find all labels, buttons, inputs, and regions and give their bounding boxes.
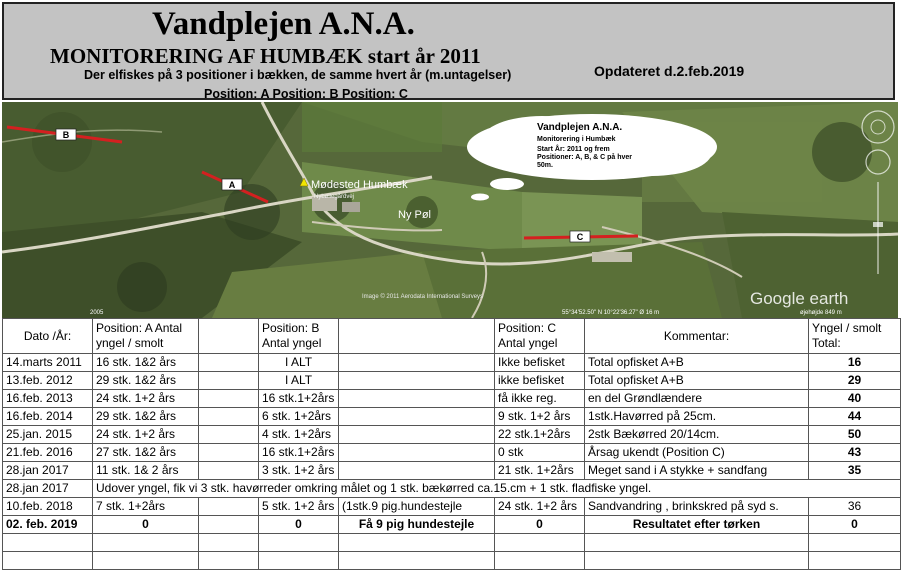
cell-spacer-a <box>199 372 259 390</box>
header-panel <box>2 2 895 100</box>
cell-position-b-extra <box>339 462 495 480</box>
callout-line2: Positioner: A, B, & C på hver <box>537 154 633 161</box>
table-row <box>3 390 901 408</box>
cell-position-b: 0 <box>259 516 339 534</box>
table-row <box>3 462 901 480</box>
callout-line3: 50m. <box>537 162 553 169</box>
cell-spacer-a <box>199 426 259 444</box>
cell-position-b: 16 stk.1+2års <box>259 444 339 462</box>
updated-date: Opdateret d.2.feb.2019 <box>594 63 745 79</box>
table-row <box>3 372 901 390</box>
cell-total: 0 <box>809 516 901 534</box>
cell-position-b-extra <box>339 354 495 372</box>
cell-position-b-extra: (1stk.9 pig.hundestejle <box>339 498 495 516</box>
cell-position-c: Ikke befisket <box>495 354 585 372</box>
callout-subtitle: Monitorering i Humbæk <box>537 136 616 143</box>
cell-position-b: 3 stk. 1+2 års <box>259 462 339 480</box>
cell-comment: en del Grøndlændere <box>585 390 809 408</box>
table-row <box>3 408 901 426</box>
cell-comment: Resultatet efter tørken <box>585 516 809 534</box>
road-label: Nybøllegårdvej <box>314 194 355 200</box>
google-earth-logo: Google earth <box>750 289 849 308</box>
cell-position-c: ikke befisket <box>495 372 585 390</box>
header-spacer-a <box>199 319 259 354</box>
cell-position-c: 0 <box>495 516 585 534</box>
cell-position-b-extra <box>339 372 495 390</box>
cell-comment: Meget sand i A stykke + sandfang <box>585 462 809 480</box>
meeting-point-label: Mødested Humbæk <box>311 179 408 191</box>
cell-spacer-a <box>199 444 259 462</box>
cell-position-c: 24 stk. 1+2 års <box>495 498 585 516</box>
cell-spacer-a <box>199 516 259 534</box>
callout-line1: Start År: 2011 og frem <box>537 146 610 153</box>
map-coordinates: 55°34'52.50" N 10°22'36.27" Ø 16 m <box>562 310 660 316</box>
cell-total: 40 <box>809 390 901 408</box>
page-title: Vandplejen A.N.A. <box>152 6 415 42</box>
cell-position-a: 7 stk. 1+2års <box>93 498 199 516</box>
cell-position-b-extra <box>339 426 495 444</box>
marker-label-c: C <box>576 232 584 242</box>
header-spacer-b <box>339 319 495 354</box>
cell-date: 28.jan 2017 <box>3 462 93 480</box>
cell-position-b: 5 stk. 1+2 års <box>259 498 339 516</box>
positions-line: Position: A Position: B Position: C <box>204 87 408 101</box>
cell-position-b-extra <box>339 408 495 426</box>
cell-position-a: 27 stk. 1&2 års <box>93 444 199 462</box>
note-row <box>3 480 901 498</box>
cell-position-b: 16 stk.1+2års <box>259 390 339 408</box>
table-row <box>3 444 901 462</box>
map-year-label: 2005 <box>90 310 104 316</box>
table-row <box>3 354 901 372</box>
cell-spacer-a <box>199 408 259 426</box>
cell-position-a: 24 stk. 1+2 års <box>93 390 199 408</box>
cell-comment: Årsag ukendt (Position C) <box>585 444 809 462</box>
cell-total: 50 <box>809 426 901 444</box>
map-eye-altitude: øjehøjde 849 m <box>800 310 842 316</box>
cell-position-b: 6 stk. 1+2års <box>259 408 339 426</box>
pond-label: Ny Pøl <box>398 209 431 221</box>
satellite-map <box>2 102 898 318</box>
table-header-row <box>3 319 901 354</box>
cell-date: 16.feb. 2014 <box>3 408 93 426</box>
cell-position-b-extra <box>339 390 495 408</box>
cell-position-b: I ALT <box>259 354 339 372</box>
cell-position-a: 24 stk. 1+2 års <box>93 426 199 444</box>
cell-comment: Sandvandring , brinkskred på syd s. <box>585 498 809 516</box>
cell-date: 14.marts 2011 <box>3 354 93 372</box>
cell-position-b-extra: Få 9 pig hundestejle <box>339 516 495 534</box>
cell-comment: 2stk Bækørred 20/14cm. <box>585 426 809 444</box>
cell-spacer-a <box>199 390 259 408</box>
marker-label-a: A <box>228 180 236 190</box>
header-total: Yngel / smolt Total: <box>809 319 901 354</box>
cell-date: 21.feb. 2016 <box>3 444 93 462</box>
cell-spacer-a <box>199 498 259 516</box>
callout-title: Vandplejen A.N.A. <box>537 122 623 133</box>
cell-date: 16.feb. 2013 <box>3 390 93 408</box>
cell-date: 10.feb. 2018 <box>3 498 93 516</box>
table-row-2019 <box>3 516 901 534</box>
empty-row <box>3 534 901 552</box>
header-position-c: Position: C Antal yngel <box>495 319 585 354</box>
cell-total: 36 <box>809 498 901 516</box>
cell-position-c: 0 stk <box>495 444 585 462</box>
cell-position-c: 21 stk. 1+2års <box>495 462 585 480</box>
cell-comment: 1stk.Havørred på 25cm. <box>585 408 809 426</box>
cell-comment: Total opfisket A+B <box>585 354 809 372</box>
marker-label-b: B <box>62 130 70 140</box>
cell-total: 43 <box>809 444 901 462</box>
cell-position-c: 9 stk. 1+2 års <box>495 408 585 426</box>
cell-total: 44 <box>809 408 901 426</box>
header-date: Dato /År: <box>3 319 93 354</box>
cell-position-b: I ALT <box>259 372 339 390</box>
cell-comment: Total opfisket A+B <box>585 372 809 390</box>
table-body <box>3 354 901 480</box>
cell-total: 29 <box>809 372 901 390</box>
map-copyright: Image © 2011 Aerodata International Surveys <box>362 294 484 300</box>
page-description: Der elfiskes på 3 positioner i bækken, de samme hvert år (m.untagelser) <box>84 68 512 82</box>
header-position-a: Position: A Antal yngel / smolt <box>93 319 199 354</box>
note-text: Udover yngel, fik vi 3 stk. havørreder omkring målet og 1 stk. bækørred ca.15.cm + 1 stk. fladfiske yngel. <box>93 480 901 498</box>
header-comment: Kommentar: <box>585 319 809 354</box>
cell-position-c: få ikke reg. <box>495 390 585 408</box>
cell-position-a: 29 stk. 1&2 års <box>93 408 199 426</box>
table-row <box>3 426 901 444</box>
empty-row <box>3 552 901 570</box>
cell-position-a: 11 stk. 1& 2 års <box>93 462 199 480</box>
cell-spacer-a <box>199 354 259 372</box>
cell-position-c: 22 stk.1+2års <box>495 426 585 444</box>
cell-position-a: 29 stk. 1&2 års <box>93 372 199 390</box>
page-subtitle: MONITORERING AF HUMBÆK start år 2011 <box>50 44 481 68</box>
table-row-2018 <box>3 498 901 516</box>
cell-position-a: 0 <box>93 516 199 534</box>
cell-total: 35 <box>809 462 901 480</box>
note-date: 28.jan 2017 <box>3 480 93 498</box>
cell-date: 02. feb. 2019 <box>3 516 93 534</box>
cell-date: 13.feb. 2012 <box>3 372 93 390</box>
cell-position-a: 16 stk. 1&2 års <box>93 354 199 372</box>
cell-total: 16 <box>809 354 901 372</box>
cell-date: 25.jan. 2015 <box>3 426 93 444</box>
monitoring-table <box>2 318 901 570</box>
cell-position-b: 4 stk. 1+2års <box>259 426 339 444</box>
cell-spacer-a <box>199 462 259 480</box>
header-position-b: Position: B Antal yngel <box>259 319 339 354</box>
cell-position-b-extra <box>339 444 495 462</box>
